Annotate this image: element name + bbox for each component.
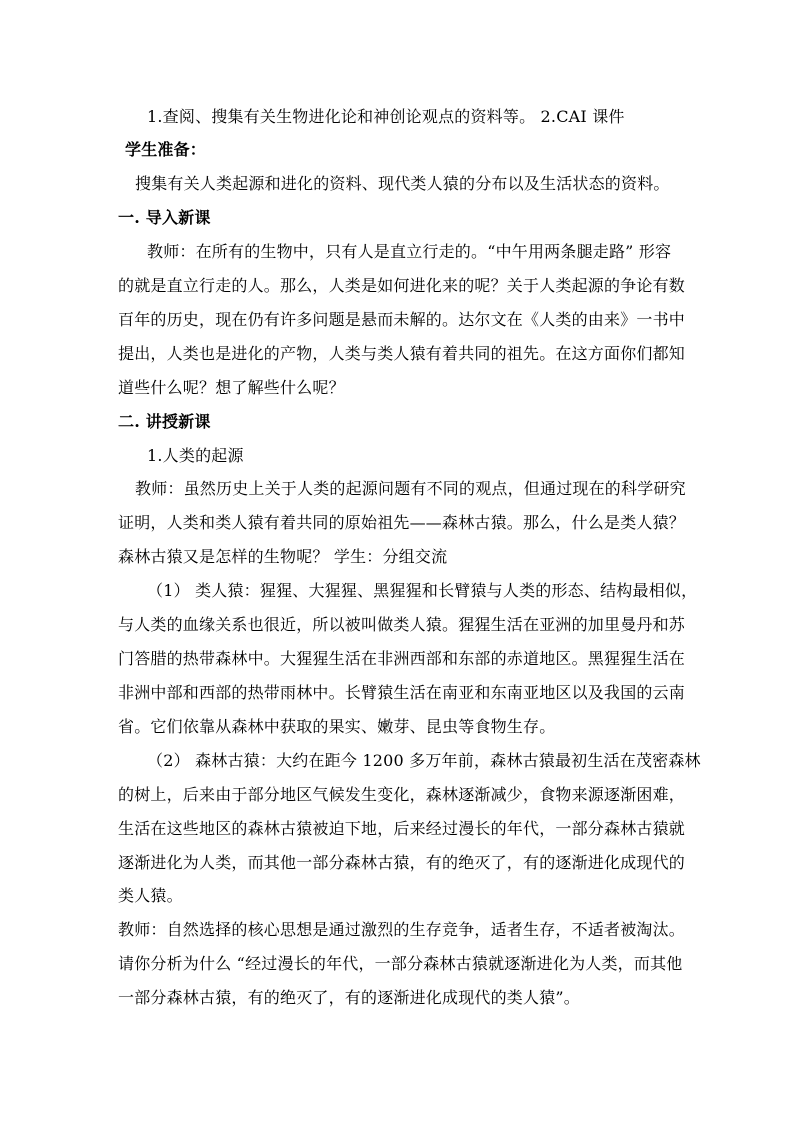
section1-heading: 一. 导入新课 (118, 208, 211, 227)
forest-ape-paragraph-line: 逐渐进化为人类，而其他一部分森林古猿，有的绝灭了，有的逐渐进化成现代的 (118, 853, 686, 872)
apes-paragraph-line: （1） 类人猿：猩猩、大猩猩、黑猩猩和长臂猿与人类的形态、结构最相似， (147, 581, 698, 600)
section1-line: 的就是直立行走的人。那么，人类是如何进化来的呢？关于人类起源的争论有数 (118, 276, 686, 295)
closing-teacher-line: 教师：自然选择的核心思想是通过激烈的生存竞争，适者生存，不适者被淘汰。 (118, 920, 686, 939)
section1-line: 教师：在所有的生物中，只有人是直立行走的。“中午用两条腿走路” 形容 (147, 242, 672, 261)
student-prep-heading: 学生准备： (125, 140, 207, 159)
forest-ape-paragraph-line: 的树上，后来由于部分地区气候发生变化，森林逐渐减少，食物来源逐渐困难， (118, 785, 686, 804)
forest-ape-paragraph-line: 生活在这些地区的森林古猿被迫下地，后来经过漫长的年代，一部分森林古猿就 (118, 819, 686, 838)
subsection-title: 1.人类的起源 (147, 446, 244, 465)
prep-materials-line: 1.查阅、搜集有关生物进化论和神创论观点的资料等。 2.CAI 课件 (147, 107, 625, 126)
section2-heading: 二. 讲授新课 (118, 412, 211, 431)
closing-teacher-line: 一部分森林古猿，有的绝灭了，有的逐渐进化成现代的类人猿”。 (118, 988, 580, 1007)
student-prep-text: 搜集有关人类起源和进化的资料、现代类人猿的分布以及生活状态的资料。 (135, 174, 670, 193)
forest-ape-paragraph-line: （2） 森林古猿：大约在距今 1200 多万年前，森林古猿最初生活在茂密森林 (147, 751, 701, 770)
teacher-line: 教师：虽然历史上关于人类的起源问题有不同的观点，但通过现在的科学研究 (135, 479, 686, 498)
closing-teacher-line: 请你分析为什么 “经过漫长的年代，一部分森林古猿就逐渐进化为人类，而其他 (118, 954, 683, 973)
section1-line: 百年的历史，现在仍有许多问题是悬而未解的。达尔文在《人类的由来》一书中 (118, 310, 686, 329)
teacher-line: 森林古猿又是怎样的生物呢？ 学生：分组交流 (118, 547, 448, 566)
section1-line: 道些什么呢？想了解些什么呢？ (118, 378, 345, 397)
apes-paragraph-line: 非洲中部和西部的热带雨林中。长臂猿生活在南亚和东南亚地区以及我国的云南 (118, 683, 686, 702)
teacher-line: 证明，人类和类人猿有着共同的原始祖先——森林古猿。那么，什么是类人猿？ (118, 513, 686, 532)
section1-line: 提出，人类也是进化的产物，人类与类人猿有着共同的祖先。在这方面你们都知 (118, 344, 686, 363)
forest-ape-paragraph-line: 类人猿。 (118, 886, 183, 905)
apes-paragraph-line: 省。它们依靠从森林中获取的果实、嫩芽、昆虫等食物生存。 (118, 717, 556, 736)
apes-paragraph-line: 与人类的血缘关系也很近，所以被叫做类人猿。猩猩生活在亚洲的加里曼丹和苏 (118, 615, 686, 634)
apes-paragraph-line: 门答腊的热带森林中。大猩猩生活在非洲西部和东部的赤道地区。黑猩猩生活在 (118, 649, 686, 668)
